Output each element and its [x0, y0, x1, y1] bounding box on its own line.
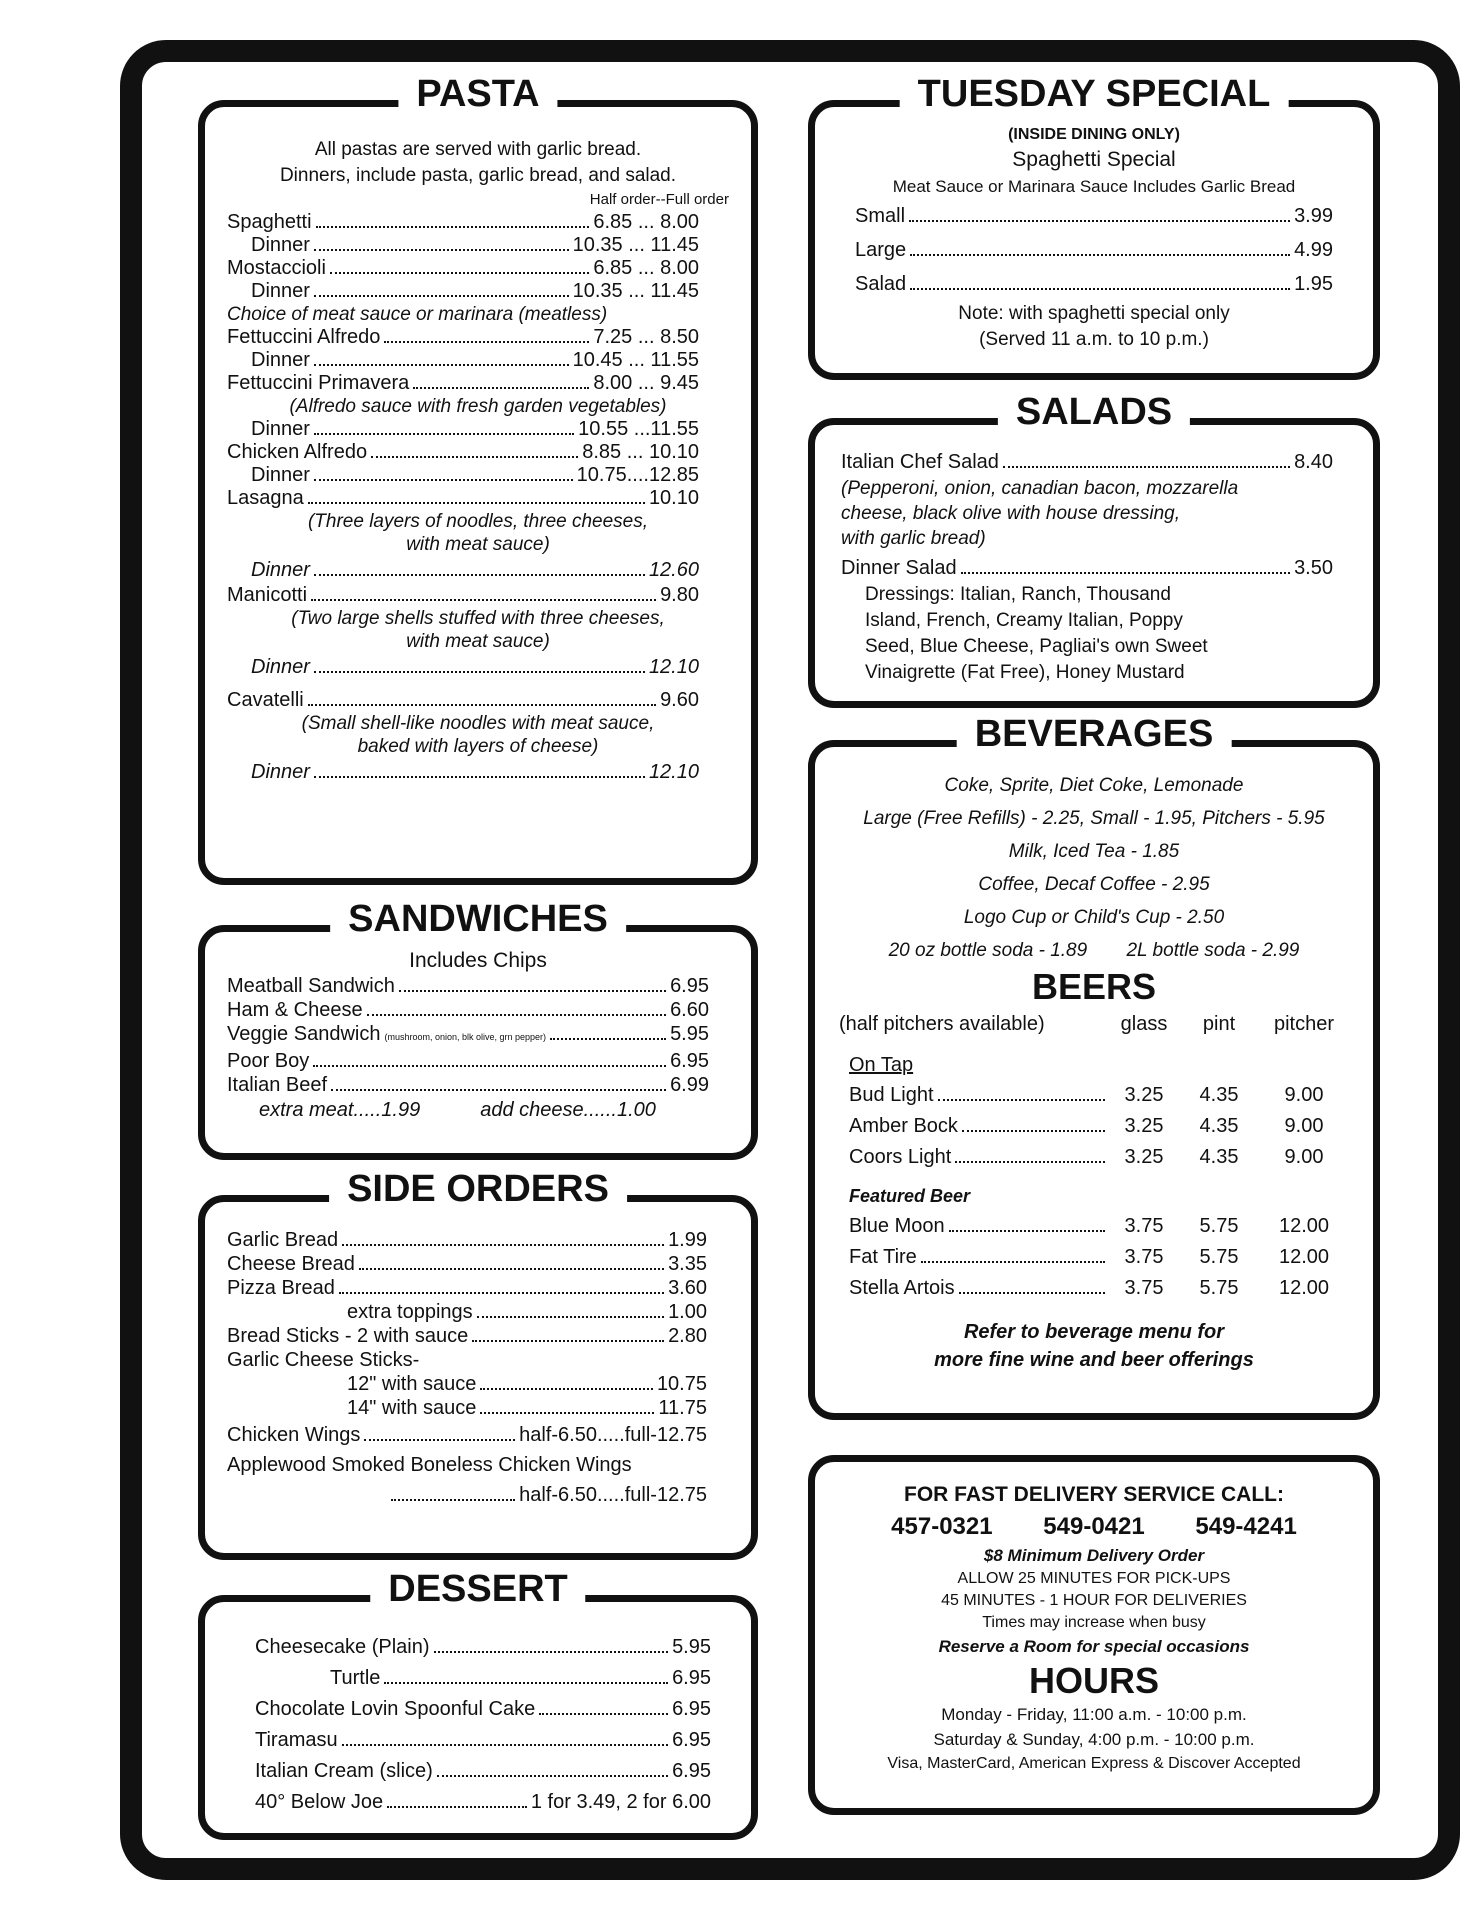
item-name: Italian Beef — [227, 1074, 328, 1096]
item-name: Cheese Bread — [227, 1253, 355, 1275]
refer-line-1: Refer to beverage menu for — [963, 1321, 1225, 1343]
leader-dots — [387, 1806, 527, 1808]
item-name: Chicken Wings — [227, 1424, 361, 1446]
beer-name: Fat Tire — [849, 1246, 917, 1268]
chef-salad-desc-2: cheese, black olive with house dressing, — [841, 503, 1181, 524]
dinner-salad-name: Dinner Salad — [841, 557, 957, 579]
item-note: (Three layers of noodles, three cheeses, — [307, 511, 649, 532]
sandwich-extras — [227, 1097, 729, 1124]
item-note: (Two large shells stuffed with three cheeses, — [291, 608, 665, 629]
beer-name: Blue Moon — [849, 1215, 945, 1237]
minimum-order: $8 Minimum Delivery Order — [983, 1546, 1205, 1565]
dessert-list — [255, 1632, 711, 1818]
pasta-item — [227, 234, 729, 257]
item-name: extra toppings — [347, 1301, 473, 1323]
item-name: Large — [855, 239, 907, 261]
item-price: 8.85 ... 10.10 — [582, 441, 699, 463]
item-name: Meatball Sandwich — [227, 975, 395, 997]
tuesday-special-section — [808, 73, 1380, 380]
item-price: 6.95 — [672, 1667, 711, 1689]
pasta-item — [227, 326, 729, 349]
leader-dots — [1003, 466, 1290, 468]
side-order-item — [227, 1480, 729, 1510]
dessert-item — [255, 1787, 711, 1818]
dinner-salad-price: 3.50 — [1294, 557, 1333, 579]
leader-dots — [364, 1439, 515, 1441]
leader-dots — [921, 1261, 1105, 1263]
leader-dots — [550, 1038, 666, 1040]
beer-row — [849, 1142, 1349, 1173]
item-price: 10.35 ... 11.45 — [572, 234, 699, 256]
leader-dots — [472, 1340, 664, 1342]
chef-salad-price: 8.40 — [1294, 451, 1333, 473]
pasta-item — [227, 556, 729, 584]
leader-dots — [314, 295, 569, 297]
item-name: Dinner — [251, 418, 310, 440]
leader-dots — [477, 1316, 664, 1318]
beer-pitcher-price: 9.00 — [1284, 1084, 1324, 1106]
pasta-item — [227, 689, 729, 712]
beer-glass-price: 3.25 — [1124, 1115, 1164, 1137]
item-price: 5.95 — [670, 1023, 709, 1045]
pasta-section — [198, 73, 758, 885]
leader-dots — [367, 1014, 666, 1016]
item-price: half-6.50.....full-12.75 — [519, 1484, 707, 1506]
item-price: 10.45 ... 11.55 — [572, 349, 699, 371]
pasta-item — [227, 441, 729, 464]
item-name: Chocolate Lovin Spoonful Cake — [255, 1698, 536, 1720]
item-name: Garlic Cheese Sticks- — [227, 1349, 420, 1371]
salads-section — [808, 391, 1380, 708]
item-name: Bread Sticks - 2 with sauce — [227, 1325, 469, 1347]
allow-pickups: ALLOW 25 MINUTES FOR PICK-UPS — [957, 1570, 1231, 1587]
side-order-item — [227, 1372, 729, 1396]
item-price: 3.60 — [668, 1277, 707, 1299]
item-name: Applewood Smoked Boneless Chicken Wings — [227, 1454, 632, 1476]
side-order-item — [227, 1276, 729, 1300]
leader-dots — [359, 1268, 664, 1270]
side-order-item — [227, 1300, 729, 1324]
item-price: 3.35 — [668, 1253, 707, 1275]
item-price: 2.80 — [668, 1325, 707, 1347]
chef-salad-desc-1: (Pepperoni, onion, canadian bacon, mozzarella — [841, 478, 1239, 499]
bottle-soda-20oz: 20 oz bottle soda - 1.89 — [888, 940, 1088, 961]
leader-dots — [314, 433, 574, 435]
beverages-section — [808, 713, 1380, 1420]
beer-name-cell — [849, 1211, 1109, 1242]
chef-salad-name: Italian Chef Salad — [841, 451, 999, 473]
tuesday-item — [855, 233, 1333, 267]
beer-glass-price: 3.25 — [1124, 1084, 1164, 1106]
tuesday-note-1: Note: with spaghetti special only — [958, 303, 1230, 324]
beer-pitcher-price: 9.00 — [1284, 1115, 1324, 1137]
item-name: 14" with sauce — [347, 1397, 477, 1419]
leader-dots — [314, 249, 569, 251]
phone-2: 549-0421 — [1043, 1513, 1145, 1540]
beer-header-note: (half pitchers available) — [839, 1013, 1045, 1035]
beer-header-pitcher: pitcher — [1273, 1013, 1335, 1035]
beverages-list — [839, 769, 1349, 934]
beer-glass-price: 3.75 — [1124, 1277, 1164, 1299]
side-orders-section — [198, 1168, 758, 1560]
sandwich-item — [227, 1022, 729, 1049]
side-order-item — [227, 1420, 729, 1450]
leader-dots — [384, 341, 589, 343]
leader-dots — [959, 1292, 1105, 1294]
tuesday-list — [855, 199, 1333, 301]
leader-dots — [342, 1744, 668, 1746]
featured-beer-label: Featured Beer — [849, 1186, 971, 1206]
beer-pint-price: 4.35 — [1199, 1146, 1239, 1168]
item-price: 3.99 — [1294, 205, 1333, 227]
leader-dots — [342, 1244, 664, 1246]
beer-name-cell — [849, 1111, 1109, 1142]
leader-dots — [910, 288, 1290, 290]
delivery-headline: FOR FAST DELIVERY SERVICE CALL: — [904, 1483, 1284, 1506]
beer-pint-price: 5.75 — [1199, 1246, 1239, 1268]
leader-dots — [399, 990, 666, 992]
item-price: 12.10 — [648, 761, 699, 783]
leader-dots — [949, 1230, 1105, 1232]
beer-pint-price: 5.75 — [1199, 1277, 1239, 1299]
beer-glass-price: 3.25 — [1124, 1146, 1164, 1168]
beer-pitcher-price: 12.00 — [1278, 1215, 1330, 1237]
beverages-title: BEVERAGES — [957, 713, 1232, 756]
item-name: Dinner — [251, 234, 310, 256]
sandwiches-section — [198, 898, 758, 1160]
sandwiches-list — [227, 974, 729, 1097]
pasta-intro-1: All pastas are served with garlic bread. — [314, 139, 642, 160]
item-name: Fettuccini Primavera — [227, 372, 410, 394]
leader-dots — [437, 1775, 668, 1777]
item-name: 40° Below Joe — [255, 1791, 384, 1813]
bottle-soda-2l: 2L bottle soda - 2.99 — [1126, 940, 1300, 961]
on-tap-label: On Tap — [849, 1054, 914, 1076]
beverage-line: Large (Free Refills) - 2.25, Small - 1.95, Pitchers - 5.95 — [863, 808, 1325, 829]
dessert-section — [198, 1568, 758, 1840]
dressings-4: Vinaigrette (Fat Free), Honey Mustard — [865, 662, 1185, 683]
beer-pitcher-price: 12.00 — [1278, 1277, 1330, 1299]
leader-dots — [314, 776, 645, 778]
sandwich-item — [227, 974, 729, 998]
pasta-column-header: Half order--Full order — [589, 191, 729, 208]
item-price: 12.60 — [648, 559, 699, 581]
leader-dots — [314, 671, 645, 673]
hours-title: HOURS — [1028, 1660, 1159, 1701]
pasta-item — [227, 372, 729, 395]
item-name: Tiramasu — [255, 1729, 338, 1751]
dressings-2: Island, French, Creamy Italian, Poppy — [865, 610, 1183, 631]
leader-dots — [314, 364, 569, 366]
item-name: Lasagna — [227, 487, 304, 509]
item-price: 1.99 — [668, 1229, 707, 1251]
beer-row — [849, 1080, 1349, 1111]
sandwich-item — [227, 1073, 729, 1097]
item-name: Cheesecake (Plain) — [255, 1636, 430, 1658]
item-price: 11.75 — [658, 1397, 707, 1419]
refer-line-2: more fine wine and beer offerings — [934, 1349, 1254, 1371]
item-price: 6.60 — [670, 999, 709, 1021]
item-note: Choice of meat sauce or marinara (meatless) — [227, 304, 608, 325]
dinner-salad-row — [841, 555, 1333, 582]
tuesday-description: Meat Sauce or Marinara Sauce Includes Garlic Bread — [892, 177, 1296, 196]
dessert-title: DESSERT — [370, 1568, 585, 1611]
item-price: 6.95 — [672, 1698, 711, 1720]
item-name: Dinner — [251, 349, 310, 371]
item-price: 1 for 3.49, 2 for 6.00 — [530, 1791, 711, 1813]
leader-dots — [308, 704, 656, 706]
item-name: Mostaccioli — [227, 257, 326, 279]
side-order-item — [227, 1228, 729, 1252]
item-price: 7.25 ... 8.50 — [593, 326, 699, 348]
sandwiches-subtitle: Includes Chips — [409, 949, 547, 972]
item-price: 10.10 — [648, 487, 699, 509]
item-price: 6.85 ... 8.00 — [593, 257, 699, 279]
item-name: Turtle — [330, 1667, 381, 1689]
item-name: Dinner — [251, 559, 310, 581]
beer-row — [849, 1273, 1349, 1304]
item-name: Dinner — [251, 280, 310, 302]
dessert-item — [255, 1725, 711, 1756]
item-name: Dinner — [251, 464, 310, 486]
pasta-item — [227, 653, 729, 681]
item-name: Cavatelli — [227, 689, 304, 711]
side-orders-list — [227, 1228, 729, 1510]
item-price: 6.95 — [670, 1050, 709, 1072]
item-price: 12.10 — [648, 656, 699, 678]
reserve-room: Reserve a Room for special occasions — [938, 1637, 1250, 1656]
leader-dots — [384, 1682, 668, 1684]
item-name: Poor Boy — [227, 1050, 310, 1072]
tuesday-item — [855, 199, 1333, 233]
sandwich-item — [227, 1049, 729, 1073]
side-order-item — [227, 1252, 729, 1276]
item-name: Chicken Alfredo — [227, 441, 368, 463]
leader-dots — [955, 1161, 1105, 1163]
item-price: 6.99 — [670, 1074, 709, 1096]
side-orders-title: SIDE ORDERS — [329, 1168, 627, 1211]
side-order-item — [227, 1324, 729, 1348]
item-name: Dinner — [251, 656, 310, 678]
dessert-item — [255, 1694, 711, 1725]
beer-name: Coors Light — [849, 1146, 952, 1168]
leader-dots — [434, 1651, 669, 1653]
item-price: 9.80 — [660, 584, 699, 606]
item-price: 10.35 ... 11.45 — [572, 280, 699, 302]
busy-note: Times may increase when busy — [982, 1614, 1206, 1631]
allow-deliveries: 45 MINUTES - 1 HOUR FOR DELIVERIES — [941, 1592, 1247, 1609]
item-price: 10.75 — [656, 1373, 707, 1395]
phone-3: 549-4241 — [1195, 1513, 1297, 1540]
bottle-soda-row — [839, 934, 1349, 967]
beer-header-glass: glass — [1120, 1013, 1168, 1035]
leader-dots — [391, 1499, 515, 1501]
beer-pint-price: 4.35 — [1199, 1115, 1239, 1137]
side-order-item — [227, 1348, 729, 1372]
beer-name-cell — [849, 1242, 1109, 1273]
beer-name: Bud Light — [849, 1084, 934, 1106]
hours-weekend: Saturday & Sunday, 4:00 p.m. - 10:00 p.m. — [933, 1730, 1255, 1749]
chef-salad-desc-3: with garlic bread) — [841, 528, 986, 549]
item-name: Dinner — [251, 761, 310, 783]
beverage-line: Coffee, Decaf Coffee - 2.95 — [978, 874, 1210, 895]
beer-row — [849, 1242, 1349, 1273]
beverage-line: Logo Cup or Child's Cup - 2.50 — [963, 907, 1225, 928]
item-name: Veggie Sandwich — [227, 1023, 381, 1045]
item-price: half-6.50.....full-12.75 — [519, 1424, 707, 1446]
pasta-item — [227, 758, 729, 786]
leader-dots — [316, 226, 590, 228]
leader-dots — [314, 574, 645, 576]
tuesday-special-name: Spaghetti Special — [1012, 148, 1176, 171]
leader-dots — [539, 1713, 668, 1715]
pasta-item — [227, 487, 729, 510]
pasta-item — [227, 418, 729, 441]
item-price: 10.55 ...11.55 — [578, 418, 699, 440]
pasta-item — [227, 349, 729, 372]
pasta-item — [227, 257, 729, 280]
add-cheese: add cheese......1.00 — [480, 1099, 656, 1121]
item-note: baked with layers of cheese) — [357, 736, 599, 757]
item-price: 9.60 — [660, 689, 699, 711]
item-name: Salad — [855, 273, 907, 295]
leader-dots — [313, 1065, 666, 1067]
beer-row — [849, 1211, 1349, 1242]
pasta-list — [227, 211, 729, 786]
item-name: Manicotti — [227, 584, 308, 606]
tuesday-subtitle: (INSIDE DINING ONLY) — [1008, 126, 1180, 143]
item-note: with meat sauce) — [406, 631, 550, 652]
featured-beer-list — [839, 1211, 1349, 1304]
cards-accepted: Visa, MasterCard, American Express & Discover Accepted — [887, 1755, 1301, 1772]
extra-meat: extra meat.....1.99 — [259, 1099, 421, 1121]
beverage-line: Milk, Iced Tea - 1.85 — [1008, 841, 1180, 862]
tuesday-special-title: TUESDAY SPECIAL — [900, 73, 1289, 116]
item-price: 5.95 — [672, 1636, 711, 1658]
leader-dots — [938, 1099, 1105, 1101]
item-note: (Alfredo sauce with fresh garden vegetables) — [289, 396, 667, 417]
item-name: Garlic Bread — [227, 1229, 339, 1251]
delivery-phones — [825, 1510, 1363, 1544]
pasta-intro-2: Dinners, include pasta, garlic bread, and salad. — [279, 165, 677, 186]
beers-title: BEERS — [1031, 966, 1157, 1007]
item-name: 12" with sauce — [347, 1373, 477, 1395]
chef-salad-row — [841, 449, 1333, 476]
leader-dots — [314, 479, 573, 481]
on-tap-list — [839, 1080, 1349, 1173]
item-price: 1.95 — [1294, 273, 1333, 295]
beer-pint-price: 4.35 — [1199, 1084, 1239, 1106]
beer-row — [849, 1111, 1349, 1142]
leader-dots — [371, 456, 578, 458]
phone-1: 457-0321 — [891, 1513, 993, 1540]
item-name: Spaghetti — [227, 211, 312, 233]
side-order-item — [227, 1396, 729, 1420]
leader-dots — [413, 387, 589, 389]
item-name: Ham & Cheese — [227, 999, 363, 1021]
beer-name: Stella Artois — [849, 1277, 955, 1299]
pasta-item — [227, 584, 729, 607]
item-price: 6.95 — [672, 1729, 711, 1751]
pasta-title: PASTA — [398, 73, 557, 116]
dressings-1: Dressings: Italian, Ranch, Thousand — [865, 584, 1171, 605]
item-name: Small — [855, 205, 906, 227]
beer-glass-price: 3.75 — [1124, 1246, 1164, 1268]
item-detail: (mushroom, onion, blk olive, grn pepper) — [384, 1032, 547, 1042]
beer-name-cell — [849, 1273, 1109, 1304]
salads-title: SALADS — [998, 391, 1190, 434]
leader-dots — [331, 1089, 666, 1091]
item-name: Fettuccini Alfredo — [227, 326, 381, 348]
dessert-item — [255, 1663, 711, 1694]
leader-dots — [330, 272, 589, 274]
pasta-item — [227, 211, 729, 234]
dressings-3: Seed, Blue Cheese, Pagliai's own Sweet — [865, 636, 1208, 657]
pasta-item — [227, 464, 729, 487]
leader-dots — [339, 1292, 664, 1294]
tuesday-item — [855, 267, 1333, 301]
item-price: 6.95 — [672, 1760, 711, 1782]
beer-name-cell — [849, 1080, 1109, 1111]
item-price: 10.75....12.85 — [576, 464, 699, 486]
beer-pitcher-price: 12.00 — [1278, 1246, 1330, 1268]
leader-dots — [962, 1130, 1105, 1132]
leader-dots — [480, 1412, 654, 1414]
leader-dots — [311, 599, 656, 601]
item-price: 8.00 ... 9.45 — [593, 372, 699, 394]
item-price: 4.99 — [1294, 239, 1333, 261]
beer-header — [839, 1009, 1349, 1040]
beer-glass-price: 3.75 — [1124, 1215, 1164, 1237]
sandwich-item — [227, 998, 729, 1022]
beverage-line: Coke, Sprite, Diet Coke, Lemonade — [944, 775, 1244, 796]
side-order-item — [227, 1450, 729, 1480]
beer-pint-price: 5.75 — [1199, 1215, 1239, 1237]
dessert-item — [255, 1756, 711, 1787]
leader-dots — [909, 220, 1290, 222]
item-price: 6.85 ... 8.00 — [593, 211, 699, 233]
leader-dots — [308, 502, 645, 504]
dessert-item — [255, 1632, 711, 1663]
item-name: Italian Cream (slice) — [255, 1760, 433, 1782]
item-price: 6.95 — [670, 975, 709, 997]
item-name: Pizza Bread — [227, 1277, 335, 1299]
beer-name: Amber Bock — [849, 1115, 958, 1137]
item-price: 1.00 — [668, 1301, 707, 1323]
beer-pitcher-price: 9.00 — [1284, 1146, 1324, 1168]
beer-header-pint: pint — [1202, 1013, 1236, 1035]
sandwiches-title: SANDWICHES — [330, 898, 626, 941]
delivery-hours-section — [808, 1455, 1380, 1815]
leader-dots — [910, 254, 1290, 256]
beer-name-cell — [849, 1142, 1109, 1173]
item-note: with meat sauce) — [406, 534, 550, 555]
leader-dots — [480, 1388, 653, 1390]
leader-dots — [961, 572, 1290, 574]
item-note: (Small shell-like noodles with meat sauce, — [301, 713, 655, 734]
pasta-item — [227, 280, 729, 303]
tuesday-note-2: (Served 11 a.m. to 10 p.m.) — [979, 329, 1209, 350]
hours-weekday: Monday - Friday, 11:00 a.m. - 10:00 p.m. — [941, 1705, 1247, 1724]
